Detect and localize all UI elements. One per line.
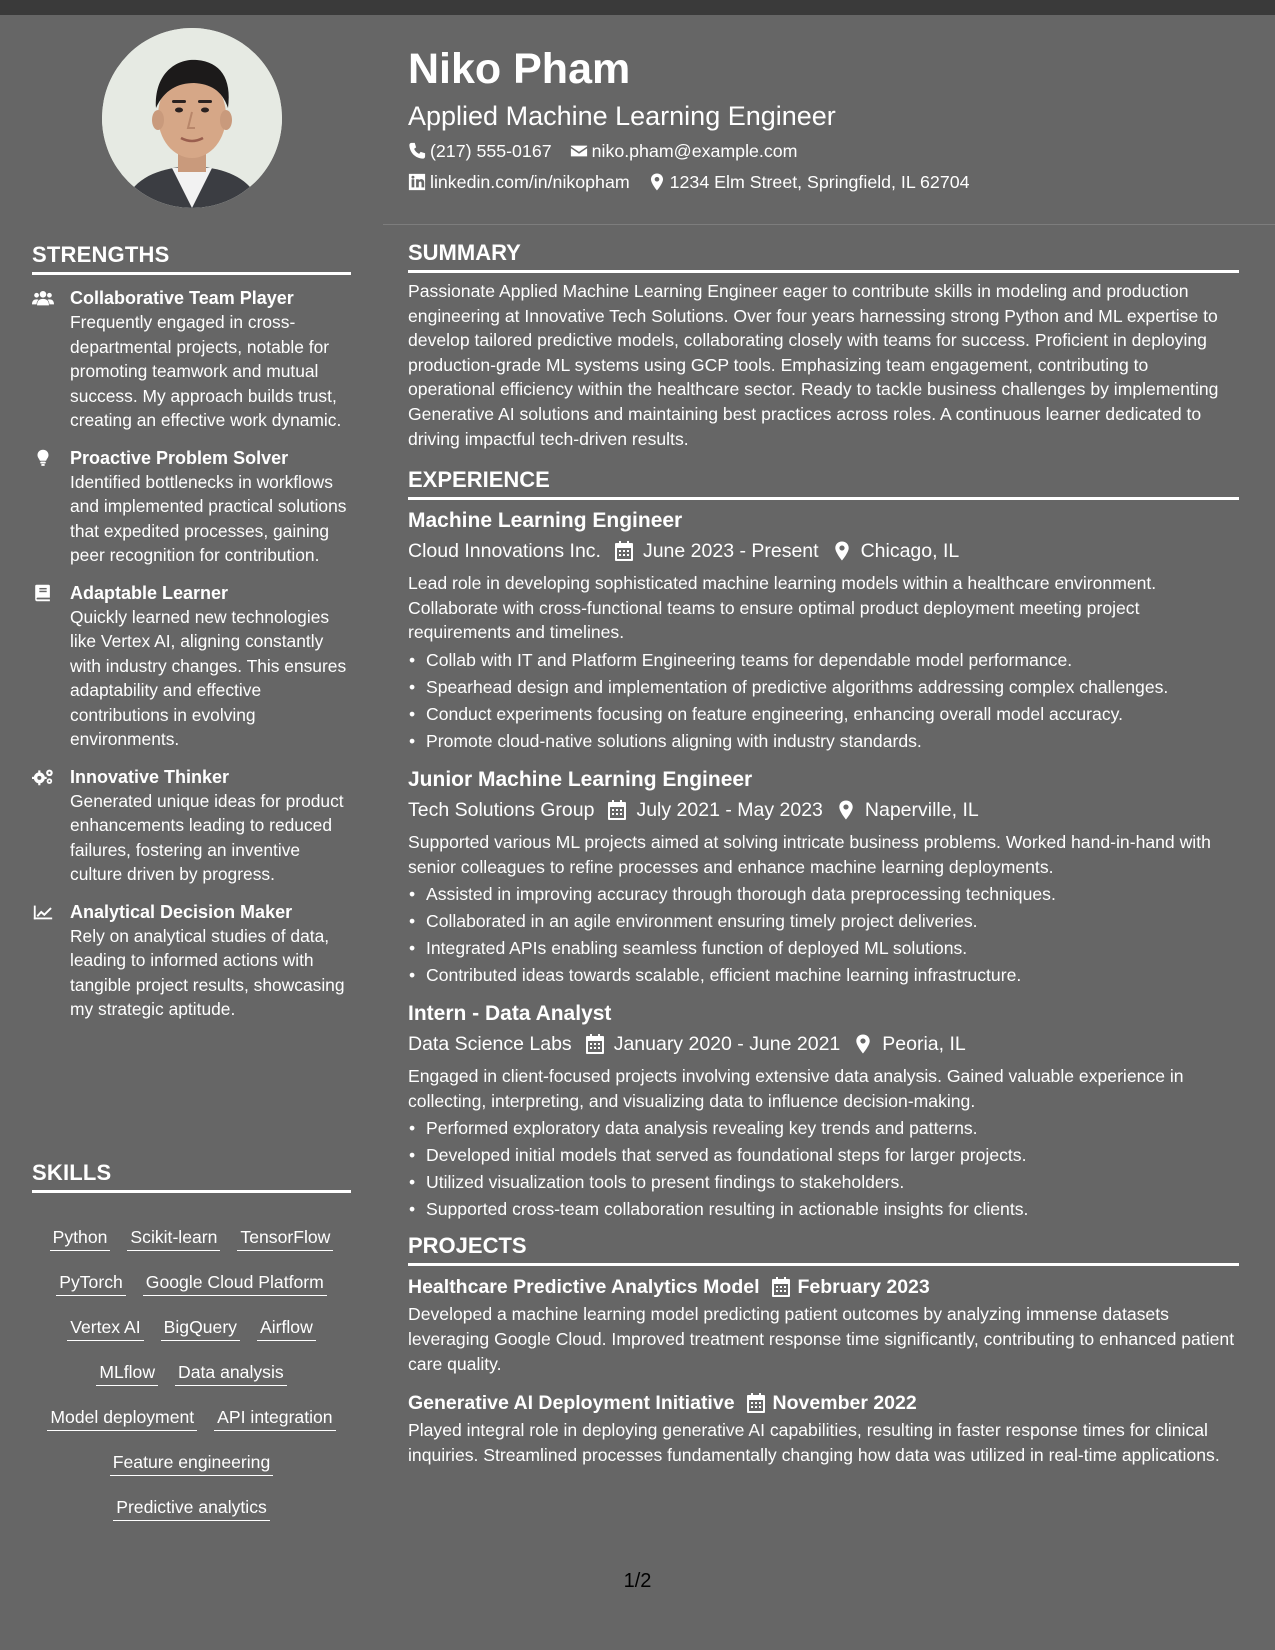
resume-header [408, 40, 1238, 195]
phone-contact[interactable] [408, 138, 552, 164]
strength-title: Proactive Problem Solver [70, 447, 289, 468]
project-date: November 2022 [772, 1392, 917, 1415]
job-title: Junior Machine Learning Engineer [408, 767, 753, 791]
skill-tag: Data analysis [175, 1360, 287, 1386]
job-bullet: • Supported cross-team collaboration resulting in actionable insights for clients. [408, 1196, 1239, 1223]
job-bullet: • Performed exploratory data analysis revealing key trends and patterns. [408, 1115, 1239, 1142]
experience-entry [408, 765, 1239, 989]
skill-tag: Model deployment [47, 1405, 197, 1431]
company-name: Data Science Labs [408, 1033, 572, 1056]
project-description: Developed a machine learning model predicting patient outcomes by analyzing immense datasets leveraging Google Cloud. Improved treatment response time significantly, contributing to enhanced patient care quality. [408, 1304, 1235, 1374]
job-meta [408, 1029, 1239, 1059]
header-divider [383, 224, 1275, 225]
linkedin-icon [408, 173, 426, 191]
experience-entry [408, 506, 1239, 755]
job-meta [408, 536, 1239, 566]
skills-heading: SKILLS [32, 1160, 351, 1193]
candidate-title: Applied Machine Learning Engineer [408, 101, 836, 131]
strength-title: Adaptable Learner [70, 582, 229, 603]
job-dates [586, 1029, 841, 1059]
project-title: Healthcare Predictive Analytics Model [408, 1276, 760, 1299]
job-bullet: • Assisted in improving accuracy through thorough data preprocessing techniques. [408, 881, 1239, 908]
location-pin-icon [648, 173, 666, 191]
phone-text: (217) 555-0167 [430, 141, 552, 161]
experience-heading: EXPERIENCE [408, 467, 1239, 500]
strength-description: Generated unique ideas for product enhancements leading to reduced failures, fostering an inventive culture driven by progress. [70, 790, 344, 884]
job-bullet: • Utilized visualization tools to present findings to stakeholders. [408, 1169, 1239, 1196]
calendar-icon [586, 1034, 604, 1054]
calendar-icon [608, 800, 626, 820]
contact-row [408, 169, 1238, 195]
calendar-icon [772, 1277, 790, 1297]
project-header [408, 1272, 1239, 1302]
project-entry [408, 1388, 1239, 1467]
strength-item [32, 446, 351, 568]
skill-tag: Google Cloud Platform [143, 1270, 327, 1296]
users-icon [32, 286, 70, 433]
address-contact [648, 169, 970, 195]
company-name: Cloud Innovations Inc. [408, 540, 601, 563]
email-icon [570, 142, 588, 160]
linkedin-text: linkedin.com/in/nikopham [430, 172, 630, 192]
strength-item [32, 900, 351, 1022]
summary-heading: SUMMARY [408, 240, 1239, 273]
calendar-icon [615, 541, 633, 561]
job-bullet: • Promote cloud-native solutions aligning with industry standards. [408, 728, 1239, 755]
strength-item [32, 581, 351, 752]
job-bullet: • Contributed ideas towards scalable, efficient machine learning infrastructure. [408, 962, 1239, 989]
strength-item [32, 286, 351, 433]
calendar-icon [747, 1393, 765, 1413]
job-dates-text: January 2020 - June 2021 [613, 1033, 841, 1056]
job-location-text: Peoria, IL [882, 1033, 966, 1056]
job-bullet: • Collaborated in an agile environment ensuring timely project deliveries. [408, 908, 1239, 935]
skill-tag: Predictive analytics [113, 1495, 270, 1521]
strength-description: Identified bottlenecks in workflows and implemented practical solutions that expedited processes, gaining peer recognition for contribution. [70, 471, 347, 565]
linkedin-contact[interactable] [408, 169, 630, 195]
skill-tag: PyTorch [56, 1270, 126, 1296]
location-pin-icon [837, 800, 855, 820]
project-header [408, 1388, 1239, 1418]
job-bullet: • Spearhead design and implementation of predictive algorithms addressing complex challenges. [408, 674, 1239, 701]
job-bullet: • Conduct experiments focusing on feature engineering, enhancing overall model accuracy. [408, 701, 1239, 728]
phone-icon [408, 142, 426, 160]
strength-description: Quickly learned new technologies like Vertex AI, aligning constantly with industry changes. This ensures adaptability and effective contributions in evolving environments. [70, 606, 347, 749]
job-bullets [408, 1115, 1239, 1223]
skill-tag: TensorFlow [237, 1225, 333, 1251]
job-meta [408, 795, 1239, 825]
profile-photo [102, 28, 282, 208]
sidebar [32, 28, 351, 1517]
strength-title: Innovative Thinker [70, 766, 230, 787]
skill-tag: Feature engineering [110, 1450, 273, 1476]
chart-line-icon [32, 900, 70, 1022]
job-location-text: Chicago, IL [860, 540, 960, 563]
skill-tag: Airflow [257, 1315, 316, 1341]
job-description: Lead role in developing sophisticated machine learning models within a healthcare environment. Collaborate with cross-functional teams to ensure optimal product deployment meeting project requirements and timelines. [408, 573, 1157, 643]
summary-text: Passionate Applied Machine Learning Engineer eager to contribute skills in modeling and production engineering at Innovative Tech Solutions. Over four years harnessing strong Python and ML expertise to develop tailored predictive models, collaborating closely with teams for success. Proficient in deploying production-grade ML systems using GCP tools. Emphasizing team engagement, contributing to operational efficiency within the healthcare sector. Ready to tackle business challenges by implementing Generative AI solutions and maintaining best practices across roles. A continuous learner dedicated to driving impactful tech-driven results. [408, 281, 1219, 449]
location-pin-icon [854, 1034, 872, 1054]
job-title: Machine Learning Engineer [408, 509, 683, 533]
skill-tag: Scikit-learn [127, 1225, 220, 1251]
candidate-name: Niko Pham [408, 45, 631, 93]
experience-entry [408, 999, 1239, 1223]
job-title: Intern - Data Analyst [408, 1002, 612, 1026]
job-location [854, 1029, 965, 1059]
skill-tag: MLflow [96, 1360, 158, 1386]
job-description: Engaged in client-focused projects involving extensive data analysis. Gained valuable experience in collecting, interpreting, and visualizing data to influence decision-making. [408, 1066, 1184, 1111]
email-contact[interactable] [570, 138, 798, 164]
strength-title: Collaborative Team Player [70, 288, 294, 308]
skill-tag: Vertex AI [67, 1315, 143, 1341]
top-bar [0, 0, 1275, 15]
job-location-text: Naperville, IL [864, 798, 979, 821]
project-title: Generative AI Deployment Initiative [408, 1392, 735, 1415]
strength-title: Analytical Decision Maker [70, 901, 293, 922]
strength-item [32, 765, 351, 887]
job-dates-text: July 2021 - May 2023 [636, 798, 823, 821]
book-icon [32, 581, 70, 752]
company-name: Tech Solutions Group [408, 798, 595, 821]
job-location [837, 795, 979, 825]
project-date: February 2023 [797, 1276, 930, 1299]
project-entry [408, 1272, 1239, 1376]
location-pin-icon [833, 541, 851, 561]
skill-tag: BigQuery [161, 1315, 240, 1341]
skills-list [32, 1225, 351, 1521]
job-dates [608, 795, 822, 825]
lightbulb-icon [32, 446, 70, 568]
contact-row [408, 138, 1238, 164]
job-bullets [408, 881, 1239, 989]
skill-tag: API integration [214, 1405, 335, 1431]
strength-description: Frequently engaged in cross-departmental projects, notable for promoting teamwork and mutual success. My approach builds trust, creating an effective work dynamic. [70, 312, 342, 430]
address-text: 1234 Elm Street, Springfield, IL 62704 [669, 172, 970, 192]
gears-icon [32, 765, 70, 887]
job-description: Supported various ML projects aimed at solving intricate business problems. Worked hand-in-hand with senior colleagues to refine processes and enhance machine learning deployments. [408, 831, 1211, 877]
strengths-list [32, 286, 351, 1035]
skill-tag: Python [50, 1225, 111, 1251]
job-dates [615, 536, 819, 566]
strengths-heading: STRENGTHS [32, 242, 351, 275]
job-bullet: • Developed initial models that served as foundational steps for larger projects. [408, 1142, 1239, 1169]
job-bullet: • Collab with IT and Platform Engineering teams for dependable model performance. [408, 647, 1239, 674]
email-text: niko.pham@example.com [591, 141, 798, 161]
job-bullets [408, 647, 1239, 755]
job-location [833, 536, 960, 566]
projects-heading: PROJECTS [408, 1233, 1239, 1266]
project-description: Played integral role in deploying generative AI capabilities, resulting in faster response times for clinical inquiries. Streamlined processes fundamentally changing how data was utilized in real-time applications. [408, 1420, 1220, 1465]
page-number: 1/2 [623, 1570, 652, 1592]
strength-description: Rely on analytical studies of data, leading to informed actions with tangible project results, showcasing my strategic aptitude. [70, 925, 345, 1019]
job-dates-text: June 2023 - Present [642, 540, 819, 563]
main-content [408, 240, 1239, 1479]
job-bullet: • Integrated APIs enabling seamless function of deployed ML solutions. [408, 935, 1239, 962]
